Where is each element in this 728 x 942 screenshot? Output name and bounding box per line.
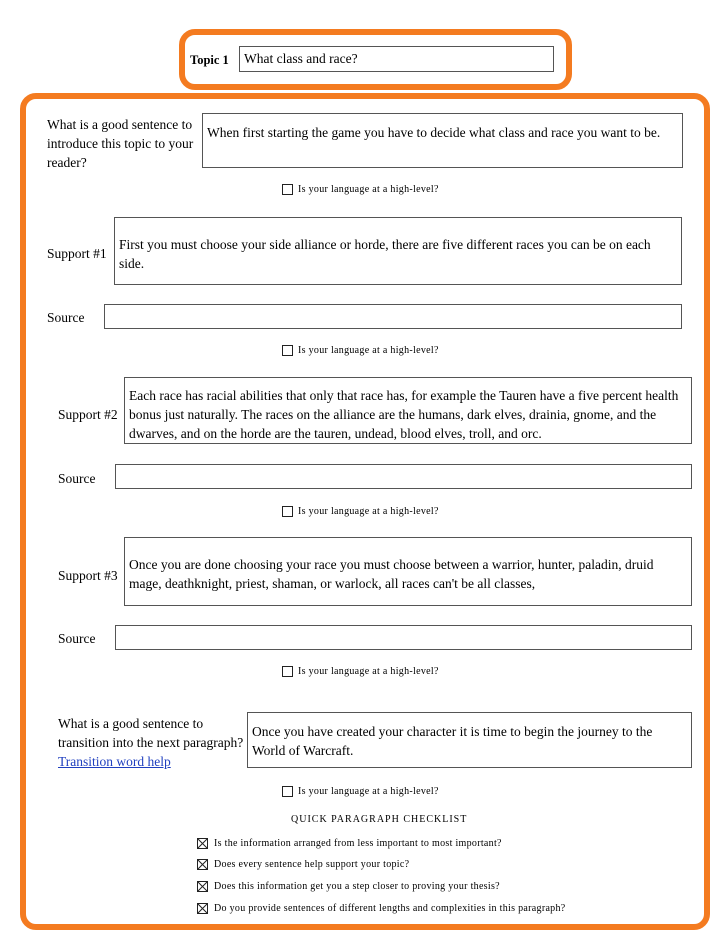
language-check-5[interactable] <box>282 786 439 797</box>
checkbox[interactable] <box>282 786 293 797</box>
checklist-item[interactable] <box>197 859 409 870</box>
checkbox[interactable] <box>282 345 293 356</box>
topic-label: Topic 1 <box>190 53 229 67</box>
support3-label: Support #3 <box>58 568 118 583</box>
language-check-label: Is your language at a high-level? <box>298 786 439 797</box>
language-check-label: Is your language at a high-level? <box>298 345 439 356</box>
language-check-3[interactable] <box>282 506 439 517</box>
checklist-item-text: Does every sentence help support your topic? <box>214 859 410 870</box>
checked-checkbox[interactable] <box>197 903 208 914</box>
language-check-4[interactable] <box>282 666 439 677</box>
transition-help-link[interactable]: Transition word help <box>58 754 171 769</box>
checklist-item-text: Does this information get you a step closer to proving your thesis? <box>214 881 500 892</box>
checked-checkbox[interactable] <box>197 838 208 849</box>
checkbox[interactable] <box>282 666 293 677</box>
support3-source-label: Source <box>58 631 96 646</box>
language-check-1[interactable] <box>282 184 439 195</box>
transition-prompt <box>58 714 248 771</box>
checklist-title: QUICK PARAGRAPH CHECKLIST <box>291 814 468 825</box>
checklist-item-text: Is the information arranged from less important to most important? <box>214 838 502 849</box>
support2-answer-input[interactable]: Each race has racial abilities that only that race has, for example the Tauren have a five percent health bonus just naturally. The races on the alliance are the humans, dark elves, drainia, gnome, and the dwarves, and on the horde are the tauren, undead, blood elves, troll, and orc. <box>124 377 692 444</box>
transition-answer-input[interactable]: Once you have created your character it is time to begin the journey to the World of Warcraft. <box>247 712 692 768</box>
checkbox[interactable] <box>282 506 293 517</box>
checklist-item-text: Do you provide sentences of different lengths and complexities in this paragraph? <box>214 903 566 914</box>
checklist-item[interactable] <box>197 903 566 914</box>
transition-prompt-text: What is a good sentence to transition into the next paragraph? <box>58 716 244 750</box>
language-check-label: Is your language at a high-level? <box>298 666 439 677</box>
intro-prompt: What is a good sentence to introduce this topic to your reader? <box>47 117 194 170</box>
support2-label: Support #2 <box>58 407 118 422</box>
support1-source-input[interactable] <box>104 304 682 329</box>
support2-source-label: Source <box>58 471 96 486</box>
topic-input[interactable]: What class and race? <box>239 46 554 72</box>
support2-source-input[interactable] <box>115 464 692 489</box>
language-check-2[interactable] <box>282 345 439 356</box>
checked-checkbox[interactable] <box>197 859 208 870</box>
checklist-item[interactable] <box>197 838 502 849</box>
support3-answer-input[interactable]: Once you are done choosing your race you must choose between a warrior, hunter, paladin, druid mage, deathknight, priest, shaman, or warlock, all races can't be all classes, <box>124 537 692 606</box>
support3-source-input[interactable] <box>115 625 692 650</box>
support1-label: Support #1 <box>47 246 107 261</box>
checklist-item[interactable] <box>197 881 500 892</box>
support1-answer-input[interactable]: First you must choose your side alliance or horde, there are five different races you can be on each side. <box>114 217 682 285</box>
language-check-label: Is your language at a high-level? <box>298 184 439 195</box>
checkbox[interactable] <box>282 184 293 195</box>
language-check-label: Is your language at a high-level? <box>298 506 439 517</box>
checked-checkbox[interactable] <box>197 881 208 892</box>
support1-source-label: Source <box>47 310 85 325</box>
intro-answer-input[interactable]: When first starting the game you have to decide what class and race you want to be. <box>202 113 683 168</box>
